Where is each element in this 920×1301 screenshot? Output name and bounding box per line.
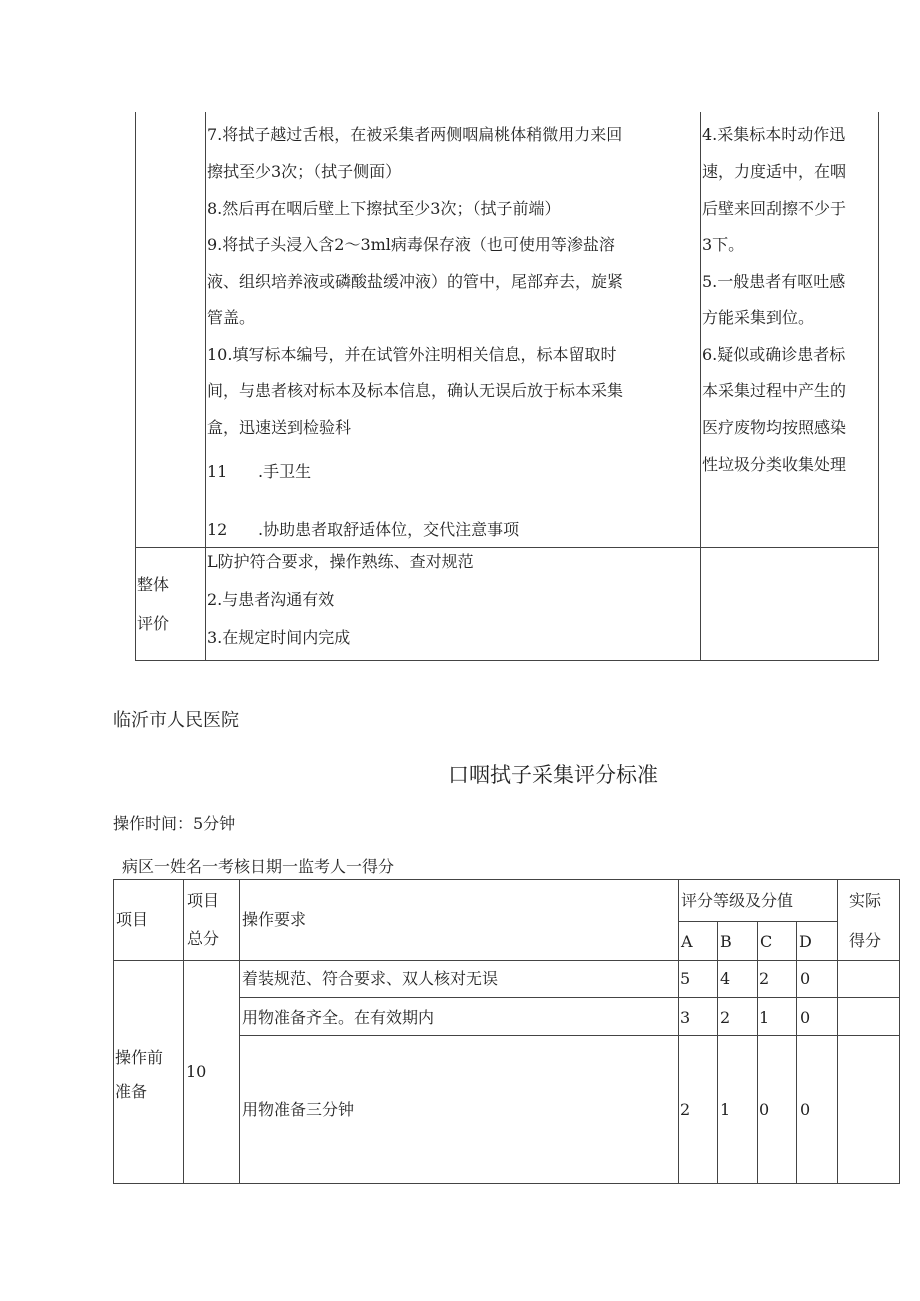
overall-item: L防护符合要求，操作熟练、查对规范 xyxy=(207,552,474,571)
note-line: 6.疑似或确诊患者标 xyxy=(702,345,846,364)
note-line: 5.一般患者有呕吐感 xyxy=(702,272,846,291)
score-b: 4 xyxy=(720,969,731,988)
header-total: 项目 xyxy=(187,891,220,910)
section-total: 10 xyxy=(186,1062,207,1081)
header-requirement: 操作要求 xyxy=(242,910,307,929)
header-grade-c: C xyxy=(760,932,773,951)
score-d: 0 xyxy=(800,1008,811,1027)
operation-time: 操作时间：5分钟 xyxy=(113,814,236,833)
overall-item: 2.与患者沟通有效 xyxy=(207,590,335,609)
score-b: 1 xyxy=(720,1100,731,1119)
note-line: 本采集过程中产生的 xyxy=(702,381,847,400)
step-line: 9.将拭子头浸入含2～3ml病毒保存液（也可使用等渗盐溶 xyxy=(207,235,615,254)
overall-label: 整体 xyxy=(137,575,170,594)
score-c: 0 xyxy=(759,1100,770,1119)
note-line: 3下。 xyxy=(702,235,745,254)
step-line: 盒，迅速送到检验科 xyxy=(207,418,352,437)
step-line: 擦拭至少3次；（拭子侧面） xyxy=(207,162,402,181)
row-requirement: 用物准备三分钟 xyxy=(242,1100,355,1119)
note-line: 性垃圾分类收集处理 xyxy=(702,455,847,474)
score-a: 5 xyxy=(680,969,691,988)
header-actual: 得分 xyxy=(849,931,882,950)
step-line: 液、组织培养液或磷酸盐缓冲液）的管中，尾部弃去，旋紧 xyxy=(207,272,624,291)
score-c: 1 xyxy=(759,1008,770,1027)
score-d: 0 xyxy=(800,1100,811,1119)
hospital-name: 临沂市人民医院 xyxy=(113,710,239,731)
header-item: 项目 xyxy=(116,910,149,929)
section-name: 操作前 xyxy=(115,1048,164,1067)
section-name: 准备 xyxy=(115,1082,148,1101)
step-line: 8.然后再在咽后壁上下擦拭至少3次；（拭子前端） xyxy=(207,199,561,218)
overall-item: 3.在规定时间内完成 xyxy=(207,628,351,647)
page-title: 口咽拭子采集评分标准 xyxy=(448,763,658,787)
header-actual: 实际 xyxy=(849,891,882,910)
step-12-text: .协助患者取舒适体位，交代注意事项 xyxy=(258,520,520,539)
step-line: 10.填写标本编号，并在试管外注明相关信息，标本留取时 xyxy=(207,345,617,364)
info-line: 病区一姓名一考核日期一监考人一得分 xyxy=(122,857,395,876)
row-requirement: 着装规范、符合要求、双人核对无误 xyxy=(242,969,499,988)
overall-label: 评价 xyxy=(137,614,170,633)
note-line: 速，力度适中，在咽 xyxy=(702,162,847,181)
score-c: 2 xyxy=(759,969,770,988)
header-grade-d: D xyxy=(799,932,812,951)
header-grade: 评分等级及分值 xyxy=(681,891,794,910)
header-grade-b: B xyxy=(720,932,732,951)
score-d: 0 xyxy=(800,969,811,988)
step-12-number: 12 xyxy=(207,520,228,539)
row-requirement: 用物准备齐全。在有效期内 xyxy=(242,1008,435,1027)
score-a: 2 xyxy=(680,1100,691,1119)
step-line: 间，与患者核对标本及标本信息，确认无误后放于标本采集 xyxy=(207,381,624,400)
note-line: 4.采集标本时动作迅 xyxy=(702,125,846,144)
step-line: 管盖。 xyxy=(207,308,256,327)
note-line: 医疗废物均按照感染 xyxy=(702,418,847,437)
score-b: 2 xyxy=(720,1008,731,1027)
step-line: 7.将拭子越过舌根，在被采集者两侧咽扁桃体稍微用力来回 xyxy=(207,125,623,144)
note-line: 方能采集到位。 xyxy=(702,308,815,327)
header-grade-a: A xyxy=(681,932,693,951)
step-11-number: 11 xyxy=(207,462,228,481)
header-total: 总分 xyxy=(187,929,220,948)
score-a: 3 xyxy=(680,1008,691,1027)
note-line: 后壁来回刮擦不少于 xyxy=(702,199,847,218)
step-11-text: .手卫生 xyxy=(258,462,312,481)
